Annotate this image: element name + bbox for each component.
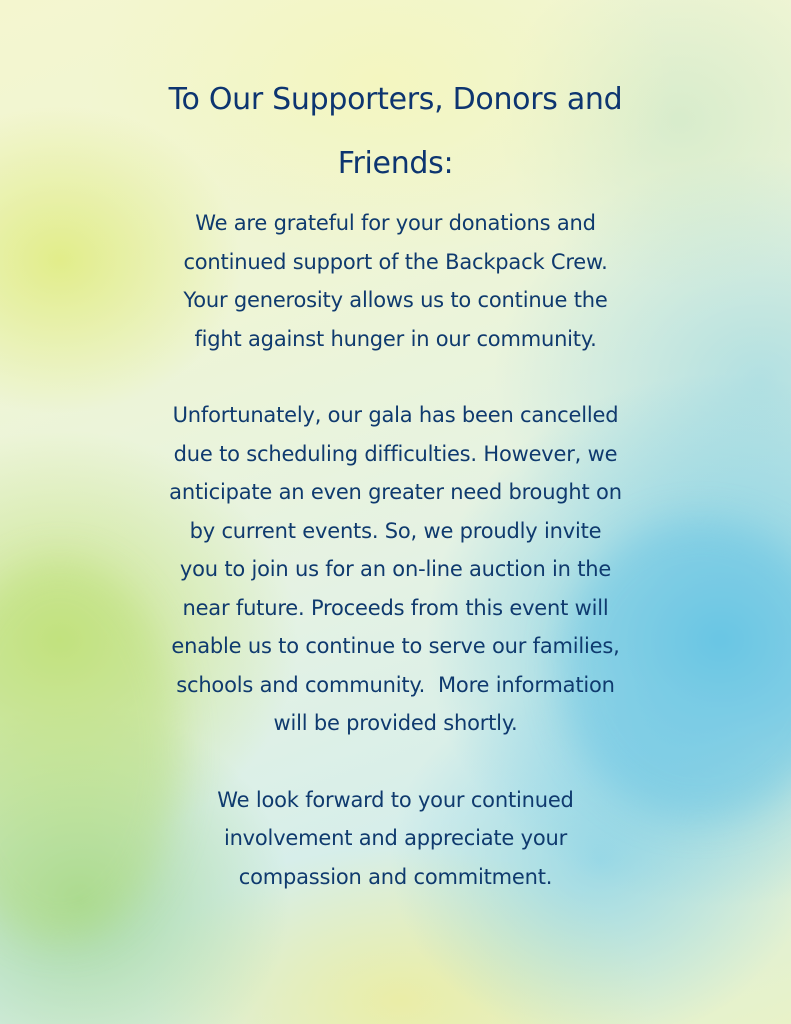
text-line: enable us to continue to serve our families, bbox=[171, 634, 620, 658]
letter-content bbox=[60, 68, 731, 896]
text-line: by current events. So, we proudly invite bbox=[189, 518, 602, 543]
paragraph-gala-cancelled bbox=[60, 396, 731, 743]
title-line: To Our Supporters, Donors and bbox=[168, 82, 623, 117]
text-line: Your generosity allows us to continue the bbox=[183, 288, 608, 312]
text-line: anticipate an even greater need brought on bbox=[169, 480, 622, 504]
text-line: continued support of the Backpack Crew. bbox=[183, 249, 608, 274]
paragraph-gratitude bbox=[60, 204, 731, 358]
text-line: compassion and commitment. bbox=[238, 864, 553, 889]
text-line: We are grateful for your donations and bbox=[195, 211, 596, 235]
text-line: will be provided shortly. bbox=[273, 711, 518, 735]
paragraph-closing bbox=[60, 781, 731, 897]
paragraph-spacer bbox=[60, 358, 731, 396]
text-line: you to join us for an on-line auction in the bbox=[179, 557, 612, 581]
text-line: We look forward to your continued bbox=[217, 787, 574, 812]
text-line: near future. Proceeds from this event will bbox=[182, 595, 609, 620]
text-line: fight against hunger in our community. bbox=[194, 326, 597, 351]
paragraph-spacer bbox=[60, 743, 731, 781]
text-line: schools and community. More information bbox=[176, 672, 615, 697]
title-line: Friends: bbox=[337, 146, 454, 181]
letter-title bbox=[60, 68, 731, 196]
text-line: Unfortunately, our gala has been cancelled bbox=[172, 403, 619, 427]
text-line: involvement and appreciate your bbox=[223, 826, 568, 850]
text-line: due to scheduling difficulties. However, we bbox=[173, 441, 618, 466]
